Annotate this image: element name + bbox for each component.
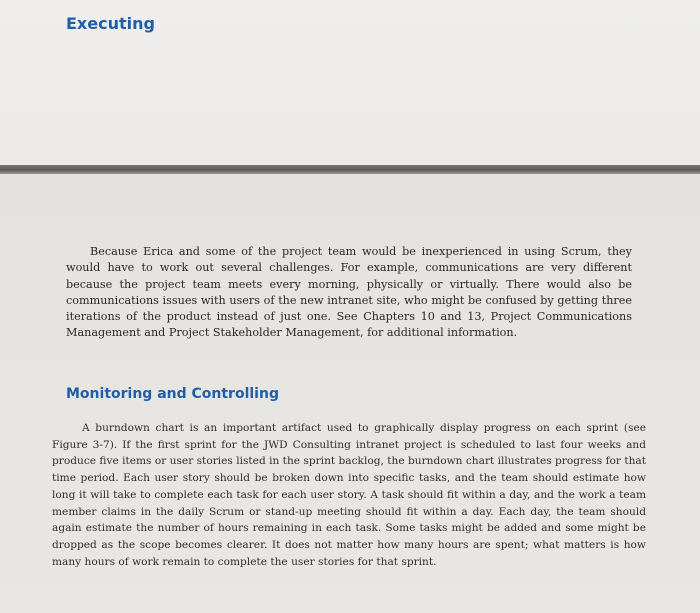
upper-page: [0, 0, 700, 165]
page-divider: [0, 165, 700, 174]
monitoring-controlling-heading: Monitoring and Controlling: [66, 386, 279, 402]
burndown-chart-paragraph: A burndown chart is an important artifact used to graphically display progress on each sprint (see Figure 3-7). If the first sprint for the JWD Consulting intranet project is scheduled to last four weeks and produce five items or user stories listed in the sprint backlog, the burndown chart illustrates progress for that time period. Each user story should be broken down into specific tasks, and the team should estimate how long it will take to complete each task for each user story. A task should fit within a day, and the work a team member claims in the daily Scrum or stand-up meeting should fit within a day. Each day, the team should again estimate the number of hours remaining in each task. Some tasks might be added and some might be dropped as the scope becomes clearer. It does not matter how many hours are spent; what matters is how many hours of work remain to complete the user stories for that sprint.: [52, 422, 646, 568]
scrum-challenges-paragraph: Because Erica and some of the project team would be inexperienced in using Scrum, they would have to work out several challenges. For example, communications are very different because the project team meets every morning, physically or virtually. There would also be communications issues with users of the new intranet site, who might be confused by getting three iterations of the product instead of just one. See Chapters 10 and 13, Project Communications Management and Project Stakeholder Management, for additional information.: [66, 245, 632, 340]
executing-heading: Executing: [66, 14, 155, 33]
